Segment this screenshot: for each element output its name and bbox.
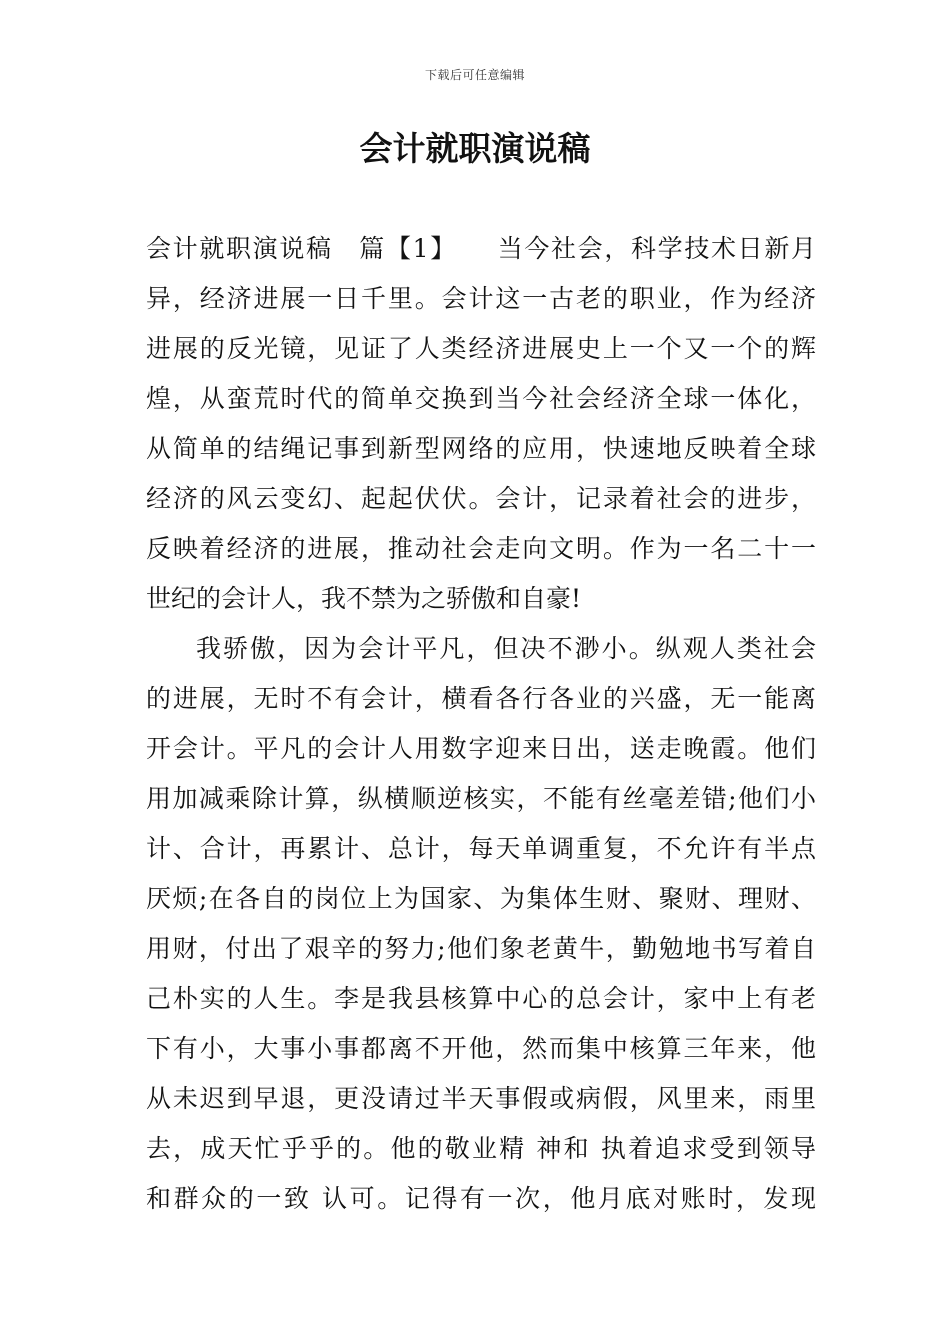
document-body [146,224,816,1224]
text-line: 去，成天忙乎乎的。他的敬业精 神和 执着追求受到领导 [146,1134,816,1163]
text-line: 反映着经济的进展，推动社会走向文明。作为一名二十一 [146,534,816,563]
text-line: 我骄傲，因为会计平凡，但决不渺小。纵观人类社会 [196,634,816,663]
text-line: 世纪的会计人，我不禁为之骄傲和自豪! [146,584,582,613]
text-line: 和群众的一致 认可。记得有一次，他月底对账时，发现 [146,1184,816,1213]
text-line: 计、合计，再累计、总计，每天单调重复，不允许有半点 [146,834,816,863]
text-line: 的进展，无时不有会计，横看各行各业的兴盛，无一能离 [146,684,816,713]
text-line: 下有小，大事小事都离不开他，然而集中核算三年来，他 [146,1034,816,1063]
header-note: 下载后可任意编辑 [424,68,525,82]
text-line: 从未迟到早退，更没请过半天事假或病假，风里来，雨里 [146,1084,816,1113]
text-line: 异，经济进展一日千里。会计这一古老的职业，作为经济 [146,284,816,313]
text-line: 厌烦;在各自的岗位上为国家、为集体生财、聚财、理财、 [146,884,816,913]
text-line: 用财，付出了艰辛的努力;他们象老黄牛，勤勉地书写着自 [146,934,816,963]
document-title: 会计就职演说稿 [359,129,591,168]
text-line: 开会计。平凡的会计人用数字迎来日出，送走晚霞。他们 [146,734,816,763]
text-line: 经济的风云变幻、起起伏伏。会计，记录着社会的进步， [146,484,816,513]
text-line: 用加减乘除计算，纵横顺逆核实，不能有丝毫差错;他们小 [146,784,816,813]
text-line: 进展的反光镜，见证了人类经济进展史上一个又一个的辉 [146,334,816,363]
text-line: 己朴实的人生。李是我县核算中心的总会计，家中上有老 [146,984,816,1013]
paragraph [146,624,816,1224]
text-line: 会计就职演说稿 篇【1】 当今社会，科学技术日新月 [146,234,816,263]
text-line: 从简单的结绳记事到新型网络的应用，快速地反映着全球 [146,434,816,463]
text-line: 煌，从蛮荒时代的简单交换到当今社会经济全球一体化， [146,384,816,413]
paragraph [146,224,816,624]
